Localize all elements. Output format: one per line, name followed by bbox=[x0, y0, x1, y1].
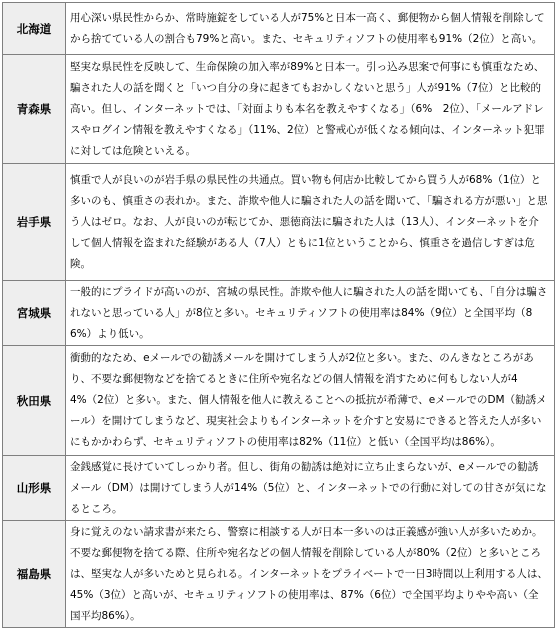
prefecture-name: 北海道 bbox=[3, 3, 66, 55]
prefecture-description: 用心深い県民性からか、常時施錠をしている人が75%と日本一高く、郵便物から個人情報を削除してから捨てている人の割合も79%と高い。また、セキュリティソフトの使用率も91%（2位）と高い。 bbox=[66, 3, 555, 55]
prefecture-name: 福島県 bbox=[3, 521, 66, 628]
prefecture-description: 身に覚えのない請求書が来たら、警察に相談する人が日本一多いのは正義感が強い人が多いためか。不要な郵便物を捨てる際、住所や宛名などの個人情報を削除している人が80%（2位）と多いところは、堅実な人が多いためと見られる。インターネットをプライベートで一日3時間以上利用する人は、45%（3位）と高いが、セキュリティソフトの使用率は、87%（6位）で全国平均よりやや高い（全国平均86%）。 bbox=[66, 521, 555, 628]
prefecture-name: 秋田県 bbox=[3, 346, 66, 456]
prefecture-name: 青森県 bbox=[3, 55, 66, 164]
prefecture-name: 岩手県 bbox=[3, 164, 66, 281]
prefecture-description: 堅実な県民性を反映して、生命保険の加入率が89%と日本一。引っ込み思案で何事にも慎重なため、騙された人の話を聞くと「いつ自分の身に起きてもおかしくないと思う」人が91%（7位）と比較的高い。但し、インターネットでは、「対面よりも本名を教えやすくなる」（6% 2位）、「メールアドレスやログイン情報を教えやすくなる」（11%、2位）と警戒心が低くなる傾向は、インターネット犯罪に対しては危険といえる。 bbox=[66, 55, 555, 164]
table-row-iwate bbox=[3, 164, 555, 281]
table-row-hokkaido bbox=[3, 3, 555, 55]
table-row-fukushima bbox=[3, 521, 555, 628]
prefecture-description: 金銭感覚に長けていてしっかり者。但し、街角の勧誘は絶対に立ち止まらないが、eメールでの勧誘メール（DM）は開けてしまう人が14%（5位）と、インターネットでの行動に対しての甘さが気になるところ。 bbox=[66, 456, 555, 521]
table-row-miyagi bbox=[3, 281, 555, 346]
prefecture-name: 宮城県 bbox=[3, 281, 66, 346]
table-row-aomori bbox=[3, 55, 555, 164]
prefecture-description: 慎重で人が良いのが岩手県の県民性の共通点。買い物も何店か比較してから買う人が68%（1位）と多いのも、慎重さの表れか。また、詐欺や他人に騙された人の話を聞いて、「騙される方が悪い」と思う人はゼロ。なお、人が良いのが転じてか、悪徳商法に騙された人は（13人）、インターネットを介して個人情報を盗まれた経験がある人（7人）ともに1位ということから、慎重さを過信しすぎは危険。 bbox=[66, 164, 555, 281]
table-row-yamagata bbox=[3, 456, 555, 521]
table-row-akita bbox=[3, 346, 555, 456]
prefecture-traits-table bbox=[2, 2, 555, 628]
prefecture-description: 一般的にプライドが高いのが、宮城の県民性。詐欺や他人に騙された人の話を聞いても、「自分は騙されないと思っている人」が8位と多い。セキュリティソフトの使用率は84%（9位）と全国平均（86%）より低い。 bbox=[66, 281, 555, 346]
prefecture-description: 衝動的なため、eメールでの勧誘メールを開けてしまう人が2位と多い。また、のんきなところがあり、不要な郵便物などを捨てるときに住所や宛名などの個人情報を消すために何もしない人が44%（2位）と多い。また、個人情報を他人に教えることへの抵抗が希薄で、eメールでのDM（勧誘メール）を開けてしまうなど、現実社会よりもインターネットを介すと安易にできると答えた人が多いにもかかわらず、セキュリティソフトの使用率は82%（11位）と低い（全国平均は86%）。 bbox=[66, 346, 555, 456]
prefecture-name: 山形県 bbox=[3, 456, 66, 521]
